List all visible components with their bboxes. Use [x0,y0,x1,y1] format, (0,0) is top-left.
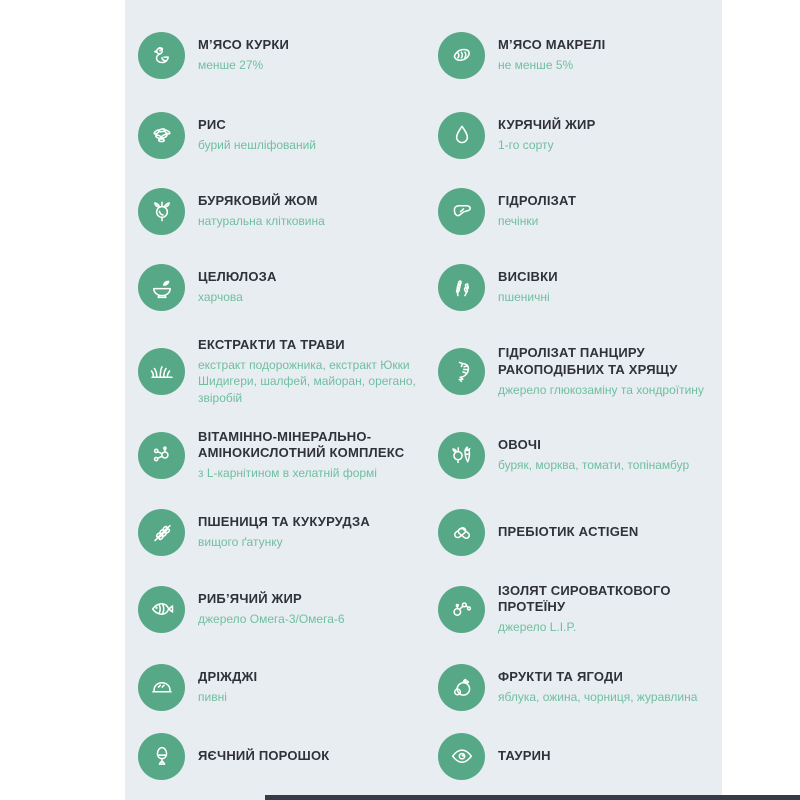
ingredient-subtitle: печінки [498,213,539,228]
ingredient-title: ГІДРОЛІЗАТ [498,192,577,208]
ingredient-item [138,414,438,496]
ingredient-title: ЯЄЧНИЙ ПОРОШОК [198,747,330,763]
ingredient-subtitle: бурий нешліфований [198,137,316,152]
bowl-icon [138,264,185,311]
ingredient-text [498,524,638,541]
ingredient-text [198,669,257,705]
ingredient-text [498,748,551,765]
wheat-icon [138,509,185,556]
ingredient-text [198,514,370,550]
ingredient-title: ІЗОЛЯТ СИРОВАТКОВОГО ПРОТЕЇНУ [498,582,671,615]
rice-icon [138,112,185,159]
ingredient-title: ТАУРИН [498,747,551,763]
ingredient-text [498,437,689,473]
ingredient-title: ЦЕЛЮЛОЗА [198,269,277,285]
ingredient-text [198,591,345,627]
ingredient-text [498,269,558,305]
ingredient-item [438,726,722,786]
ingredient-subtitle: не менше 5% [498,58,574,73]
ingredient-text [198,117,316,153]
ingredient-subtitle: джерело Омега-3/Омега-6 [198,611,345,626]
ingredient-subtitle: яблука, ожина, чорниця, журавлина [498,690,698,705]
ingredient-subtitle: натуральна клітковина [198,213,325,228]
ingredient-item [138,17,438,94]
ingredient-title: ВІТАМІННО-МІНЕРАЛЬНО-АМІНОКИСЛОТНИЙ КОМПЛЕКС [198,428,405,461]
ingredient-text [198,269,277,305]
ingredient-subtitle: пивні [198,690,227,705]
ingredient-item [138,94,438,176]
ingredient-item [138,246,438,329]
ingredient-subtitle: джерело глюкозаміну та хондроїтину [498,382,704,397]
ingredient-item [138,569,438,649]
egg-icon [138,733,185,780]
ingredient-text [198,37,289,73]
ingredient-item [138,176,438,246]
ingredient-title: М’ЯСО МАКРЕЛІ [498,37,606,53]
liver-icon [438,188,485,235]
ingredient-text [498,117,595,153]
ingredient-text [198,193,325,229]
ingredient-text [198,748,329,765]
ingredient-text [498,193,576,229]
drop-icon [438,112,485,159]
ingredient-subtitle: менше 27% [198,58,264,73]
bread-icon [138,664,185,711]
ingredients-left-column [138,17,438,786]
ingredient-title: РИС [198,116,227,132]
fish-fillet-icon [438,32,485,79]
chicken-icon [138,32,185,79]
protein-molecule-icon [438,586,485,633]
ingredient-title: РИБ’ЯЧИЙ ЖИР [198,590,302,606]
ingredient-subtitle: 1-го сорту [498,137,554,152]
ingredient-text [198,337,438,405]
ingredients-columns [125,0,722,786]
ingredient-title: ОВОЧІ [498,436,542,452]
ingredient-subtitle: екстракт подорожника, екстракт Юкки Шидигери, шалфей, майоран, орегано, звіробій [198,358,416,405]
ingredient-title: ГІДРОЛІЗАТ ПАНЦИРУ РАКОПОДІБНИХ ТА ХРЯЩУ [498,345,678,377]
ingredient-item [438,414,722,496]
ingredient-title: ВИСІВКИ [498,269,558,285]
ingredient-item [438,17,722,94]
ingredient-item [138,649,438,726]
ingredient-text [198,429,438,482]
pills-icon [438,509,485,556]
ingredient-title: М’ЯСО КУРКИ [198,37,290,53]
fish-icon [138,586,185,633]
ingredient-text [498,37,605,73]
bran-icon [438,264,485,311]
ingredient-title: КУРЯЧИЙ ЖИР [498,116,596,132]
ingredient-title: ПШЕНИЦЯ ТА КУКУРУДЗА [198,514,370,530]
ingredient-title: ДРІЖДЖІ [198,669,258,685]
ingredient-item [438,176,722,246]
ingredient-item [138,726,438,786]
ingredients-panel [125,0,722,800]
ingredient-item [438,94,722,176]
ingredient-title: ЕКСТРАКТИ ТА ТРАВИ [198,337,345,353]
ingredient-item [438,329,722,414]
ingredient-text [498,345,722,398]
ingredient-subtitle: вищого ґатунку [198,535,283,550]
ingredient-subtitle: з L-карнітином в хелатній формі [198,466,377,481]
next-section-edge [265,795,800,800]
fruit-icon [438,664,485,711]
ingredient-subtitle: джерело L.I.P. [498,620,577,635]
ingredient-text [498,669,697,705]
ingredient-text [498,583,722,636]
ingredient-title: БУРЯКОВИЙ ЖОМ [198,192,318,208]
ingredient-subtitle: харчова [198,290,243,305]
ingredient-item [438,496,722,569]
ingredient-item [438,649,722,726]
ingredient-item [138,496,438,569]
ingredients-right-column [438,17,722,786]
vegetables-icon [438,432,485,479]
beet-icon [138,188,185,235]
ingredient-item [138,329,438,414]
ingredient-item [438,569,722,649]
ingredient-item [438,246,722,329]
molecule-icon [138,432,185,479]
eye-icon [438,733,485,780]
ingredient-title: ФРУКТИ ТА ЯГОДИ [498,669,624,685]
ingredient-subtitle: пшеничні [498,290,550,305]
shrimp-icon [438,348,485,395]
ingredient-title: ПРЕБІОТИК ACTIGEN [498,524,639,540]
grass-icon [138,348,185,395]
ingredient-subtitle: буряк, морква, томати, топінамбур [498,457,690,472]
